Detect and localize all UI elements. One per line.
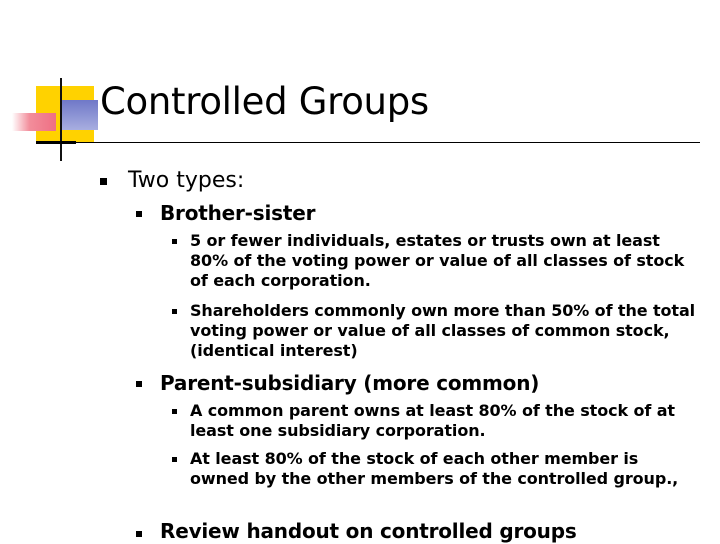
bullet-level3 bbox=[172, 409, 177, 414]
bullet-level3 bbox=[172, 309, 177, 314]
bullet-level2 bbox=[136, 211, 142, 217]
slide-title: Controlled Groups bbox=[100, 80, 429, 123]
ornament-vertical-line bbox=[60, 78, 62, 161]
brother-sister-point-2: Shareholders commonly own more than 50% of the total voting power or value of all classes of common stock, (identical interest) bbox=[190, 301, 696, 360]
brother-sister-heading: Brother-sister bbox=[160, 201, 316, 225]
level1-text: Two types: bbox=[128, 168, 245, 193]
brother-sister-point-1: 5 or fewer individuals, estates or trusts own at least 80% of the voting power or value of all classes of stock of each corporation. bbox=[190, 231, 685, 290]
parent-subsidiary-point-2: At least 80% of the stock of each other member is owned by the other members of the controlled group., bbox=[190, 449, 679, 488]
ornament-red-bar bbox=[12, 113, 56, 131]
parent-subsidiary-point-1: A common parent owns at least 80% of the stock of at least one subsidiary corporation. bbox=[190, 401, 675, 440]
bullet-level1 bbox=[100, 178, 107, 185]
review-heading: Review handout on controlled groups bbox=[160, 519, 577, 543]
bullet-level2 bbox=[136, 531, 142, 537]
ornament-blue-square bbox=[62, 100, 98, 130]
parent-subsidiary-heading: Parent-subsidiary (more common) bbox=[160, 371, 540, 395]
bullet-level3 bbox=[172, 239, 177, 244]
title-underline bbox=[36, 142, 700, 143]
bullet-level3 bbox=[172, 457, 177, 462]
bullet-level2 bbox=[136, 381, 142, 387]
